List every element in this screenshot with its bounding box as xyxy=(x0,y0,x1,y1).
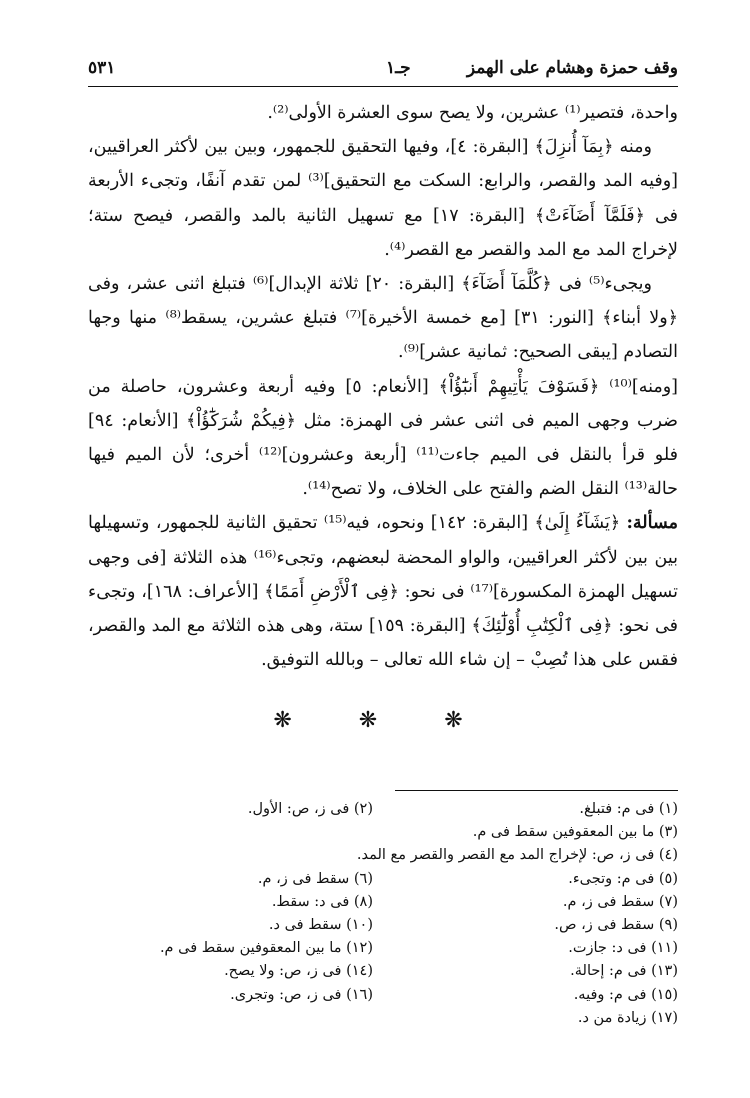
section-separator: ❋ ❋ ❋ xyxy=(273,708,493,733)
footnote-row xyxy=(100,891,678,914)
footnote: (٩) سقط فى ز، ص. xyxy=(554,916,678,933)
footnote: (١٧) زيادة من د. xyxy=(577,1009,678,1026)
paragraph: واحدة، فتصير⁽¹⁾ عشرين، ولا يصح سوى العشرة الأولى⁽²⁾. xyxy=(267,103,678,123)
footnote-row xyxy=(100,798,678,821)
footnote: (٧) سقط فى ز، م. xyxy=(562,893,678,910)
footnote-row xyxy=(100,914,678,937)
paragraph: ومنه ﴿بِمَآ أُنزِلَ﴾ [البقرة: ٤]، وفيها التحقيق للجمهور، وبين بين لأكثر العراقيين، [وفيه المد والقصر، والرابع: السكت مع التحقيق]⁽³⁾ لمن تقدم آنفًا، وتجىء الأربعة فى ﴿فَلَمَّآ أَضَآءَتْ﴾ [البقرة: ١٧] مع تسهيل الثانية بالمد والقصر، فيصح ستة؛ لإخراج المد مع المد والقصر مع القصر⁽⁴⁾. xyxy=(88,137,678,260)
footnote: (١٤) فى ز، ص: ولا يصح. xyxy=(224,963,373,980)
footnote-row xyxy=(100,1007,678,1030)
footnote: (١) فى م: فتبلغ. xyxy=(579,801,678,817)
footnote: (١٣) فى م: إحالة. xyxy=(570,963,678,980)
footnote-row xyxy=(100,868,678,891)
footnote: (١٢) ما بين المعقوفين سقط فى م. xyxy=(159,940,373,957)
page-header xyxy=(88,52,678,82)
footnotes xyxy=(100,798,678,1030)
footnote: (٤) فى ز، ص: لإخراج المد مع القصر والقصر مع المد. xyxy=(356,847,678,864)
footnote: (٦) سقط فى ز، م. xyxy=(257,870,373,887)
footnote: (١١) فى د: جازت. xyxy=(568,940,678,957)
page-number: ٥٣١ xyxy=(88,58,116,78)
footnote: (٥) فى م: وتجىء. xyxy=(568,870,678,887)
footnote-row xyxy=(100,821,678,844)
footnote: (١٦) فى ز، ص: وتجرى. xyxy=(230,986,373,1003)
header-rule xyxy=(88,86,678,87)
footnote-row xyxy=(100,960,678,983)
volume-label: جـ١ xyxy=(386,58,411,78)
main-text xyxy=(88,96,678,677)
footnote: (١٥) فى م: وفيه. xyxy=(573,986,678,1003)
footnote: (٨) فى د: سقط. xyxy=(271,893,373,910)
paragraph: [ومنه]⁽¹⁰⁾ ﴿فَسَوْفَ يَأْتِيهِمْ أَنبَٰٓؤُاْ﴾ [الأنعام: ٥] وفيه أربعة وعشرون، حاصلة من ضرب وجهى الميم فى اثنى عشر فى الهمزة: مثل ﴿فِيكُمْ شُرَكَٰٓؤُاْ﴾ [الأنعام: ٩٤] فلو قرأ بالنقل فى الميم جاءت⁽¹¹⁾ [أربعة وعشرون]⁽¹²⁾ أخرى؛ لأن الميم فيها حالة⁽¹³⁾ النقل الضم والفتح على الخلاف، ولا تصح⁽¹⁴⁾. xyxy=(88,376,679,500)
footnote-row xyxy=(100,984,678,1007)
footnote-row xyxy=(100,937,678,960)
footnote-row xyxy=(100,844,678,867)
masala-text: ﴿يَشَآءُ إِلَىٰ﴾ [البقرة: ١٤٢] ونحوه، فيه⁽¹⁵⁾ تحقيق الثانية للجمهور، وتسهيلها بين بين لأكثر العراقيين، والواو المحضة لبعضهم، وتجىء⁽¹⁶⁾ هذه الثلاثة [فى وجهى تسهيل الهمزة المكسورة]⁽¹⁷⁾ فى نحو: ﴿فِى ٱلْأَرْضِ أَمَمًا﴾ [الأعراف: ١٦٨]، وتجىء فى نحو: ﴿فِى ٱلْكِتَٰبِ أُوْلَٰٓئِكَ﴾ [البقرة: ١٥٩] ستة، وهى هذه الثلاثة مع المد والقصر، فقس على هذا تُصِبْ – إن شاء الله تعالى – وبالله التوفيق. xyxy=(88,513,679,671)
footnote: (٣) ما بين المعقوفين سقط فى م. xyxy=(472,824,678,841)
footnote: (٢) فى ز، ص: الأول. xyxy=(247,801,373,817)
paragraph: ويجىء⁽⁵⁾ فى ﴿كُلَّمَآ أَضَآءَ﴾ [البقرة: ٢٠] ثلاثة الإبدال]⁽⁶⁾ فتبلغ اثنى عشر، وفى ﴿ولا أبناء﴾ [النور: ٣١] [مع خمسة الأخيرة]⁽⁷⁾ فتبلغ عشرين، يسقط⁽⁸⁾ منها وجها التصادم [يبقى الصحيح: ثمانية عشر]⁽⁹⁾. xyxy=(88,274,678,363)
masala-label: مسألة: xyxy=(626,513,678,534)
footnote: (١٠) سقط فى د. xyxy=(268,916,373,933)
masala-paragraph xyxy=(88,506,678,677)
running-title: وقف حمزة وهشام على الهمز xyxy=(466,58,678,78)
footnote-rule xyxy=(395,790,678,791)
